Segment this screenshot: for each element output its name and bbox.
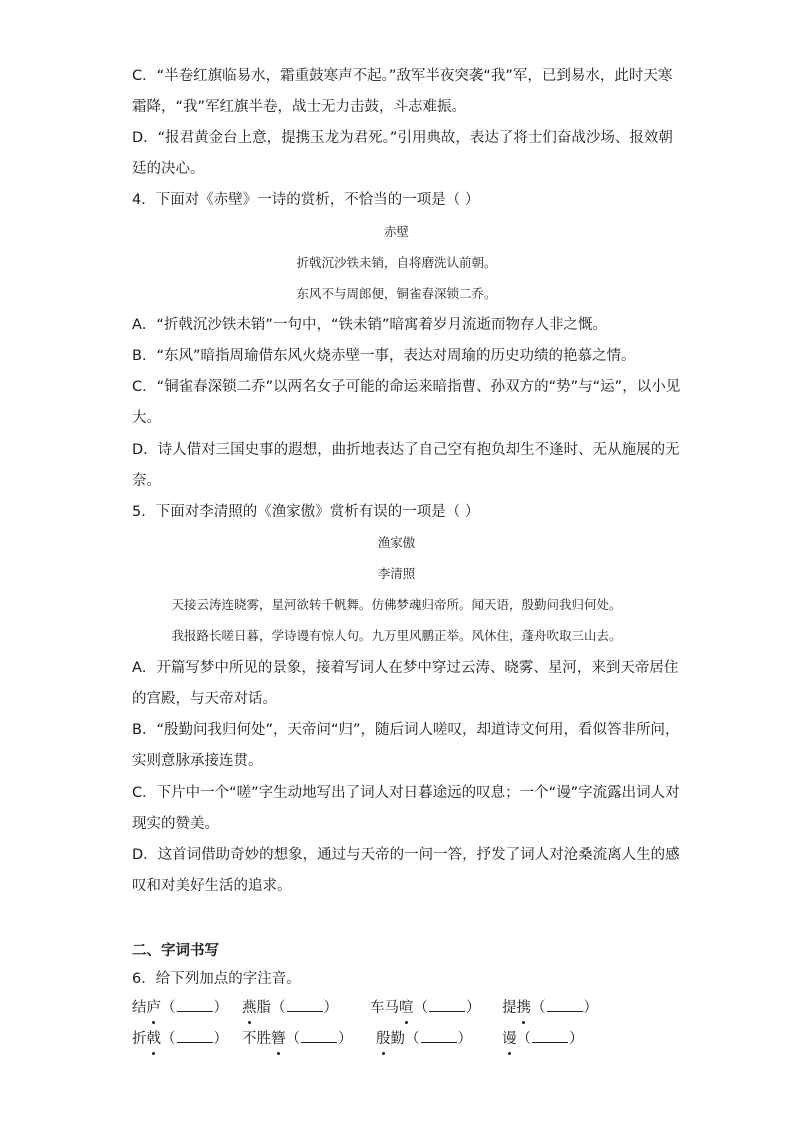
pinyin-item: 提携（ ） (502, 997, 598, 1019)
q3-option-d-line2: 廷的决心。 (132, 161, 205, 177)
q5-option-b-line1: B．“殷勤问我归何处”，天帝问“归”，随后词人嗟叹，却道诗文何用，看似答非所问， (132, 722, 680, 738)
q4-option-c-line2: 大。 (132, 410, 161, 426)
answer-blank[interactable] (177, 997, 213, 1012)
dotted-char: 携 (517, 997, 532, 1019)
q4-option-d-line1: D．诗人借对三国史事的遐想，曲折地表达了自己空有抱负却生不逢时、无从施展的无 (132, 442, 680, 458)
q5-stem: 5．下面对李清照的《渔家傲》赏析有误的一项是（ ） (132, 504, 480, 520)
pinyin-row-1 (132, 997, 692, 1019)
dotted-char: 簪 (271, 1028, 286, 1050)
pinyin-item: 不胜簪（ ） (242, 1028, 353, 1050)
q5-option-a-line2: 的宫殿，与天帝对话。 (132, 691, 277, 707)
answer-blank[interactable] (547, 997, 583, 1012)
q3-option-c-line1: C．“半卷红旗临易水，霜重鼓寒声不起。”敌军半夜突袭“我”军，已到易水，此时天寒 (132, 68, 673, 84)
answer-blank[interactable] (177, 1028, 213, 1043)
answer-blank[interactable] (301, 1028, 337, 1043)
q4-option-b: B．“东风”暗指周瑜借东风火烧赤壁一事，表达对周瑜的历史功绩的艳慕之情。 (132, 348, 636, 364)
q3-option-c-line2: 霜降，“我”军红旗半卷，战士无力击鼓，斗志难振。 (132, 99, 467, 115)
dotted-char: 燕 (242, 997, 257, 1019)
q5-poem-line2: 我报路长嗟日暮，学诗谩有惊人句。九万里风鹏正举。风休住，蓬舟吹取三山去。 (171, 628, 622, 643)
q5-poem-line1: 天接云涛连晓雾，星河欲转千帆舞。仿佛梦魂归帝所。闻天语，殷勤问我归何处。 (171, 597, 622, 612)
answer-blank[interactable] (421, 1028, 457, 1043)
dotted-char: 庐 (147, 997, 162, 1019)
dotted-char: 谩 (502, 1028, 517, 1050)
answer-blank[interactable] (429, 997, 465, 1012)
q5-poem-title: 渔家傲 (377, 535, 416, 550)
q5-poem-author: 李清照 (377, 566, 416, 581)
dotted-char: 喧 (399, 997, 414, 1019)
q4-poem-line2: 东风不与周郎便，铜雀春深锁二乔。 (296, 286, 497, 301)
q5-option-c-line2: 现实的赞美。 (132, 816, 219, 832)
q4-poem-line1: 折戟沉沙铁未销，自将磨洗认前朝。 (296, 255, 497, 270)
q4-stem: 4．下面对《赤壁》一诗的赏析，不恰当的一项是（ ） (132, 192, 480, 208)
q5-option-c-line1: C．下片中一个“嗟”字生动地写出了词人对日暮途远的叹息；一个“谩”字流露出词人对 (132, 785, 680, 801)
q4-option-a: A．“折戟沉沙铁未销”一句中，“铁未销”暗寓着岁月流逝而物存人非之慨。 (132, 317, 607, 333)
q5-option-d-line2: 叹和对美好生活的追求。 (132, 878, 292, 894)
answer-blank[interactable] (532, 1028, 568, 1043)
pinyin-item: 结庐（ ） (132, 997, 228, 1019)
q4-option-d-line2: 奈。 (132, 473, 161, 489)
q3-option-d-line1: D．“报君黄金台上意，提携玉龙为君死。”引用典故，表达了将士们奋战沙场、报效朝 (132, 130, 673, 146)
pinyin-item: 燕脂（ ） (242, 997, 338, 1019)
q4-poem-title: 赤壁 (383, 224, 409, 239)
pinyin-item: 殷勤（ ） (376, 1028, 472, 1050)
section-heading: 二、字词书写 (132, 943, 219, 959)
pinyin-row-2 (132, 1028, 692, 1050)
answer-blank[interactable] (287, 997, 323, 1012)
q4-option-c-line1: C．“铜雀春深锁二乔”以两名女子可能的命运来暗指曹、孙双方的“势”与“运”，以小见 (132, 379, 681, 395)
dotted-char: 殷 (376, 1028, 391, 1050)
pinyin-item: 折戟（ ） (132, 1028, 228, 1050)
pinyin-item: 车马喧（ ） (370, 997, 481, 1019)
q5-option-a-line1: A．开篇写梦中所见的景象，接着写词人在梦中穿过云涛、晓雾、星河，来到天帝居住 (132, 660, 679, 676)
dotted-char: 戟 (147, 1028, 162, 1050)
q6-stem: 6．给下列加点的字注音。 (132, 971, 301, 987)
q5-option-b-line2: 实则意脉承接连贯。 (132, 753, 263, 769)
q5-option-d-line1: D．这首词借助奇妙的想象，通过与天帝的一问一答，抒发了词人对沧桑流离人生的感 (132, 847, 680, 863)
pinyin-item: 谩（ ） (502, 1028, 584, 1050)
